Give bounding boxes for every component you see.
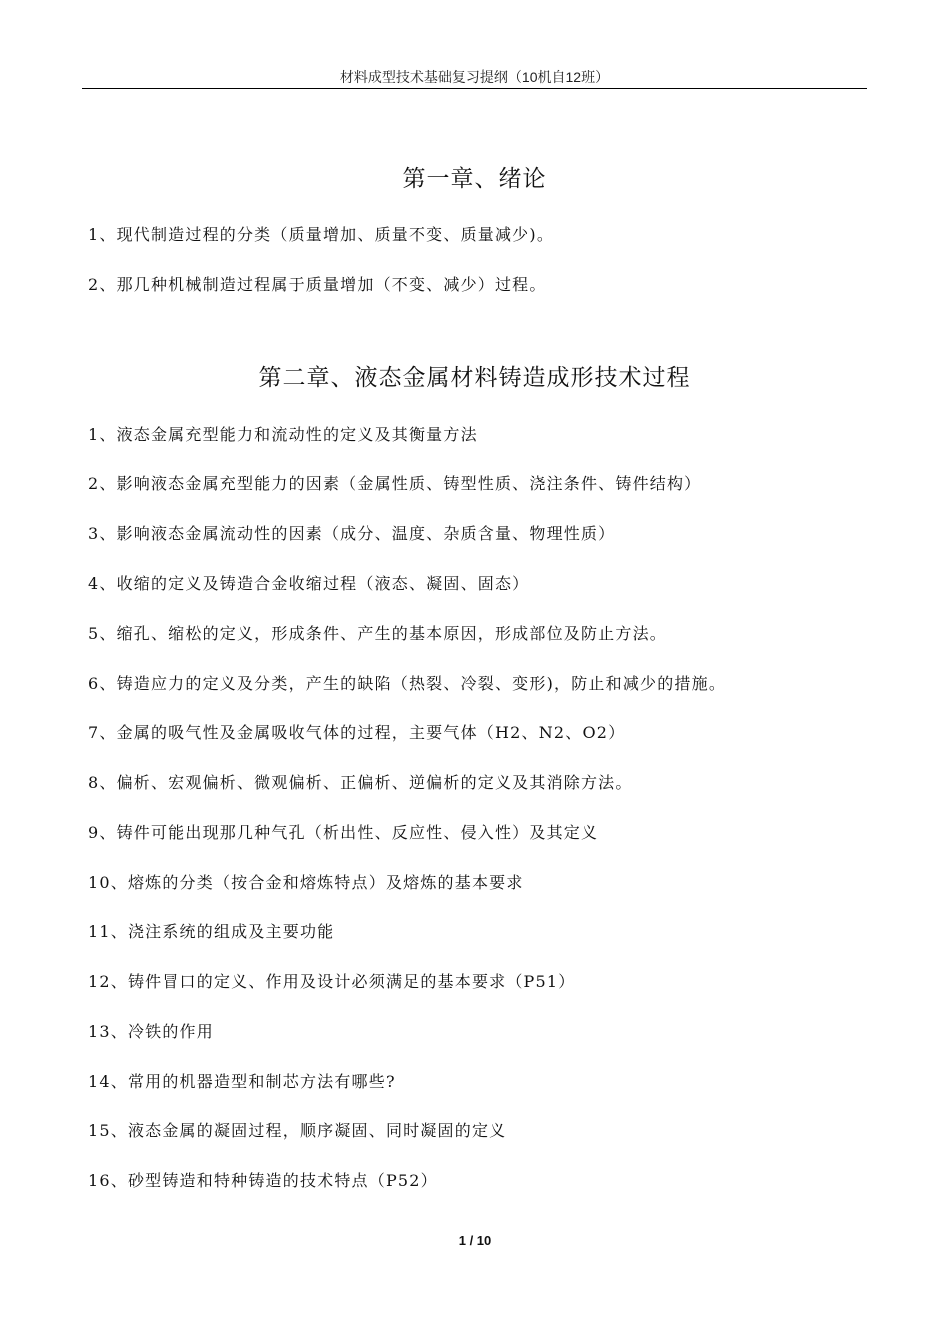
chapter-2-item-3: 3、影响液态金属流动性的因素（成分、温度、杂质含量、物理性质）: [88, 524, 616, 543]
chapter-2-item-2: 2、影响液态金属充型能力的因素（金属性质、铸型性质、浇注条件、铸件结构）: [88, 474, 702, 493]
chapter-1-title: 第一章、绪论: [402, 166, 547, 192]
chapter-2-item-12: 12、铸件冒口的定义、作用及设计必须满足的基本要求（P51）: [88, 972, 576, 991]
chapter-2-item-15: 15、液态金属的凝固过程，顺序凝固、同时凝固的定义: [88, 1121, 507, 1140]
chapter-2-item-8: 8、偏析、宏观偏析、微观偏析、正偏析、逆偏析的定义及其消除方法。: [88, 773, 633, 792]
chapter-2-item-6: 6、铸造应力的定义及分类，产生的缺陷（热裂、冷裂、变形)，防止和减少的措施。: [88, 674, 727, 693]
chapter-2-item-9: 9、铸件可能出现那几种气孔（析出性、反应性、侵入性）及其定义: [88, 823, 599, 842]
chapter-2-title: 第二章、液态金属材料铸造成形技术过程: [258, 365, 691, 391]
chapter-2-item-16: 16、砂型铸造和特种铸造的技术特点（P52）: [88, 1171, 438, 1190]
chapter-2-item-4: 4、收缩的定义及铸造合金收缩过程（液态、凝固、固态）: [88, 574, 530, 593]
page-header-title: 材料成型技术基础复习提纲（10机自12班）: [339, 69, 610, 85]
chapter-2-item-7: 7、金属的吸气性及金属吸收气体的过程，主要气体（H2、N2、O2）: [88, 723, 626, 742]
chapter-2-item-5: 5、缩孔、缩松的定义，形成条件、产生的基本原因，形成部位及防止方法。: [88, 624, 667, 643]
chapter-2-item-11: 11、浇注系统的组成及主要功能: [88, 922, 335, 941]
chapter-2-item-10: 10、熔炼的分类（按合金和熔炼特点）及熔炼的基本要求: [88, 873, 524, 892]
chapter-1-item-2: 2、那几种机械制造过程属于质量增加（不变、减少）过程。: [88, 275, 547, 294]
chapter-2-item-1: 1、液态金属充型能力和流动性的定义及其衡量方法: [88, 425, 478, 444]
header-divider: [82, 88, 867, 89]
chapter-1-item-1: 1、现代制造过程的分类（质量增加、质量不变、质量减少)。: [88, 225, 555, 244]
chapter-2-item-13: 13、冷铁的作用: [88, 1022, 214, 1041]
chapter-2-item-14: 14、常用的机器造型和制芯方法有哪些?: [88, 1072, 396, 1091]
page-number: 1 / 10: [458, 1233, 492, 1248]
